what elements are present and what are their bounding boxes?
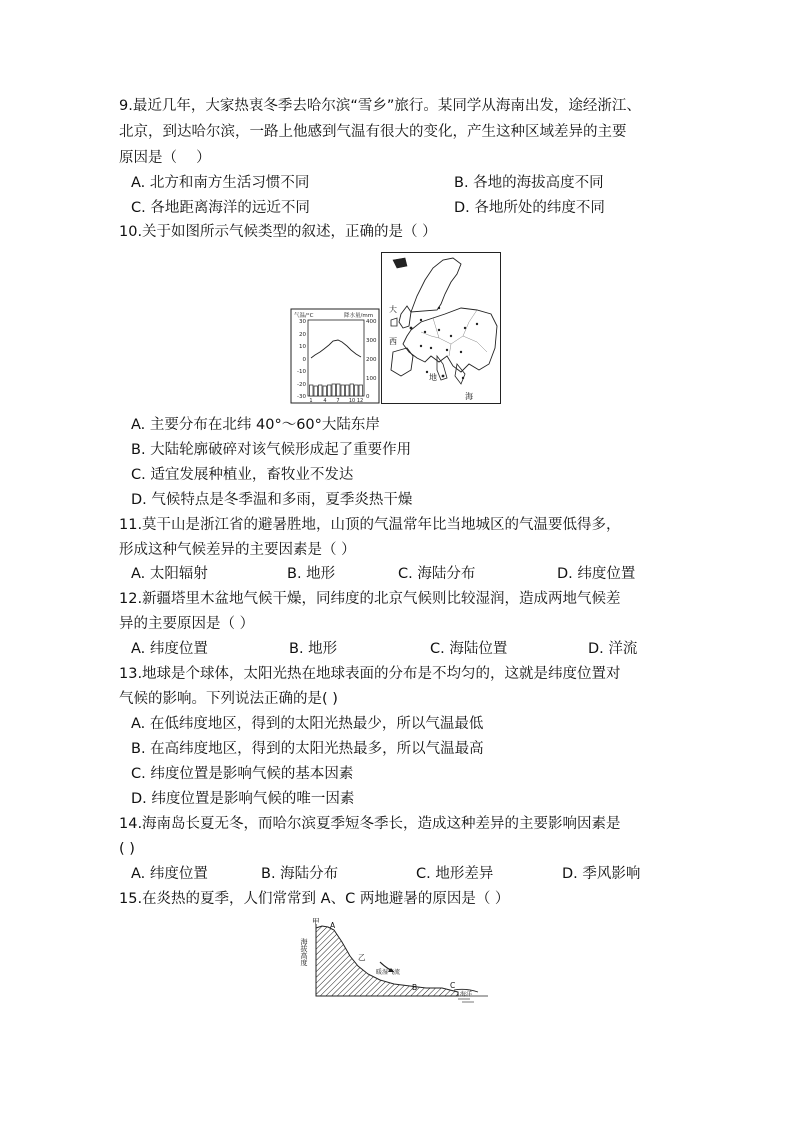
q13-option-b: B. 在高纬度地区，得到的太阳光热最多，所以气温最高 <box>131 741 484 757</box>
q14-option-b: B. 海陆分布 <box>261 866 339 882</box>
q14-option-c: C. 地形差异 <box>416 866 494 882</box>
q10-option-b: B. 大陆轮廓破碎对该气候形成起了重要作用 <box>131 442 412 458</box>
q10-chart-right-label: 降水量/mm <box>344 313 374 319</box>
q10-climate-chart <box>290 308 380 404</box>
q10-chart-left-tick: -20 <box>297 382 306 388</box>
q15-label-a: A <box>330 921 336 930</box>
q9-stem-line-3: 原因是（ ） <box>119 150 211 166</box>
q15-label-ocean: 海洋 <box>460 991 473 998</box>
q11-option-c: C. 海陆分布 <box>398 566 476 582</box>
q14-stem-line-2: ( ) <box>119 841 135 857</box>
q15-label-elevation: 海拔高度 <box>300 938 308 966</box>
q10-map-label-hai: 海 <box>465 392 473 401</box>
q9-option-c: C. 各地距离海洋的远近不同 <box>131 200 310 216</box>
q10-chart-left-tick: 20 <box>299 332 306 338</box>
q10-chart-left-tick: 30 <box>299 319 306 325</box>
q9-stem-line-1: 9.最近几年，大家热衷冬季去哈尔滨“雪乡”旅行。某同学从海南出发，途经浙江、 <box>119 98 641 114</box>
q14-option-a: A. 纬度位置 <box>131 866 208 882</box>
q12-stem-line-1: 12.新疆塔里木盆地气候干燥，同纬度的北京气候则比较湿润，造成两地气候差 <box>119 591 621 607</box>
q10-chart-left-tick: -10 <box>297 369 306 375</box>
q15-label-airflow: 暖湿气流 <box>376 969 401 976</box>
q14-option-d: D. 季风影响 <box>562 866 641 882</box>
q10-chart-left-label: 气温/°C <box>294 313 314 319</box>
q10-chart-x-tick: 1 <box>309 398 313 404</box>
q10-chart-x-tick: 4 <box>323 398 327 404</box>
q13-option-c: C. 纬度位置是影响气候的基本因素 <box>131 766 354 782</box>
q11-stem-line-1: 11.莫干山是浙江省的避暑胜地，山顶的气温常年比当地城区的气温要低得多， <box>119 517 621 533</box>
q10-chart-right-tick: 400 <box>366 319 377 325</box>
q15-label-b: B <box>412 983 418 992</box>
q15-label-jia: 甲 <box>312 917 320 926</box>
q11-option-b: B. 地形 <box>287 566 336 582</box>
q12-option-a: A. 纬度位置 <box>131 641 208 657</box>
q13-option-a: A. 在低纬度地区，得到的太阳光热最少，所以气温最低 <box>131 716 484 732</box>
q14-stem-line-1: 14.海南岛长夏无冬，而哈尔滨夏季短冬季长，造成这种差异的主要影响因素是 <box>119 816 621 832</box>
q9-stem-line-2: 北京，到达哈尔滨，一路上他感到气温有很大的变化，产生这种区域差异的主要 <box>119 124 627 140</box>
q10-chart-right-tick: 300 <box>366 338 377 344</box>
q9-option-d: D. 各地所处的纬度不同 <box>454 200 605 216</box>
q10-europe-map <box>381 252 501 404</box>
q10-option-d: D. 气候特点是冬季温和多雨，夏季炎热干燥 <box>131 492 413 508</box>
q10-chart-x-tick: 7 <box>336 398 340 404</box>
q12-option-d: D. 洋流 <box>588 641 638 657</box>
q10-chart-right-tick: 0 <box>366 394 370 400</box>
q11-stem-line-2: 形成这种气候差异的主要因素是（ ） <box>119 542 356 558</box>
q12-option-c: C. 海陆位置 <box>430 641 508 657</box>
q11-option-d: D. 纬度位置 <box>557 566 636 582</box>
q15-label-yi: 乙 <box>358 953 366 962</box>
q10-option-a: A. 主要分布在北纬 40°～60°大陆东岸 <box>131 417 380 433</box>
q13-option-d: D. 纬度位置是影响气候的唯一因素 <box>131 791 355 807</box>
q9-option-b: B. 各地的海拔高度不同 <box>454 175 604 191</box>
q13-stem-line-2: 气候的影响。下列说法正确的是( ) <box>119 691 338 707</box>
q13-stem-line-1: 13.地球是个球体，太阳光热在地球表面的分布是不均匀的，这就是纬度位置对 <box>119 666 621 682</box>
q10-chart-x-tick: 12 <box>356 398 364 404</box>
q15-label-c: C <box>450 981 456 990</box>
q9-option-a: A. 北方和南方生活习惯不同 <box>131 175 310 191</box>
q10-map-label-da: 大 <box>389 305 397 314</box>
q11-option-a: A. 太阳辐射 <box>131 566 208 582</box>
q10-chart-x-tick: 10 <box>348 398 356 404</box>
q10-option-c: C. 适宜发展种植业，畜牧业不发达 <box>131 467 354 483</box>
q10-chart-left-tick: -30 <box>297 394 306 400</box>
q10-chart-right-tick: 200 <box>366 357 377 363</box>
q12-stem-line-2: 异的主要原因是（ ） <box>119 616 255 632</box>
q15-terrain-profile <box>298 916 490 1008</box>
q10-chart-right-tick: 100 <box>366 376 377 382</box>
q10-stem: 10.关于如图所示气候类型的叙述，正确的是（ ） <box>119 224 437 240</box>
q10-chart-left-tick: 10 <box>299 344 306 350</box>
q15-stem: 15.在炎热的夏季，人们常常到 A、C 两地避暑的原因是（ ） <box>119 891 510 907</box>
q10-chart-left-tick: 0 <box>302 357 306 363</box>
q10-map-label-xi: 西 <box>389 337 397 346</box>
q12-option-b: B. 地形 <box>289 641 338 657</box>
q10-map-label-di: 地 <box>429 373 437 382</box>
